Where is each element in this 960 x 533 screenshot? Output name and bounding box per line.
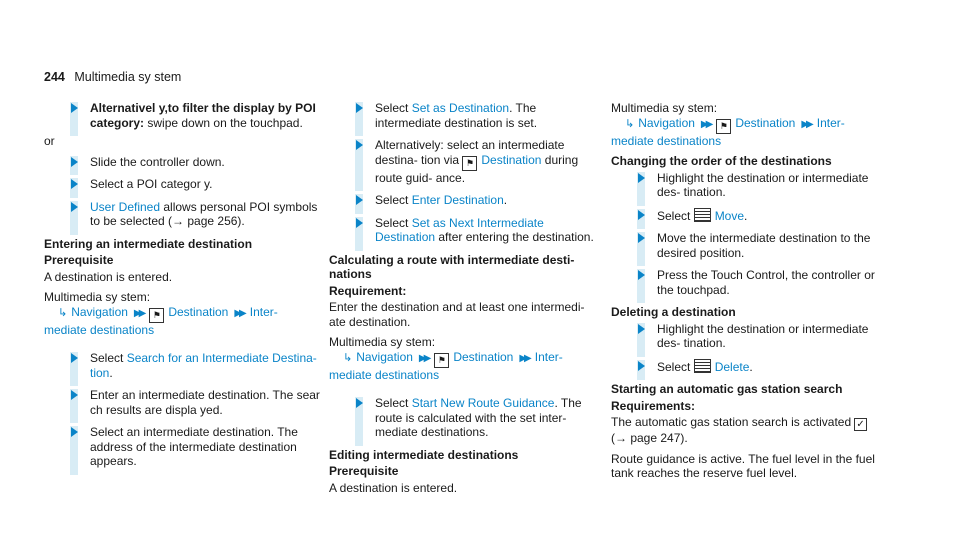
- double-chevron-icon: ▶▶: [133, 307, 144, 319]
- nav-path: ↳ Navigation ▶▶ ⚑ Destination ▶▶ Inter-: [611, 116, 883, 134]
- or-text: or: [44, 134, 55, 148]
- step-arrow-icon: [356, 398, 363, 408]
- step-highlight-delete: Highlight the destination or intermediate des- tination.: [611, 322, 883, 351]
- heading-prerequisite: Prerequisite: [329, 464, 399, 478]
- turn-arrow-icon: ↳: [625, 117, 635, 130]
- step-enter-intermediate: Enter an intermediate destination. The sear ch results are displa yed.: [44, 388, 324, 417]
- page-title: Multimedia sy stem: [74, 70, 182, 84]
- step-arrow-icon: [638, 210, 645, 220]
- page-header: [44, 70, 181, 84]
- step-set-as-destination: Select Set as Destination. The intermediate destination is set.: [329, 101, 599, 130]
- step-enter-destination: Select Enter Destination.: [329, 193, 599, 208]
- double-chevron-icon: ▶▶: [234, 307, 244, 319]
- double-chevron-icon: ▶▶: [801, 118, 811, 130]
- step-move: Move the intermediate destination to the desired position.: [611, 231, 883, 260]
- flag-icon: ⚑: [434, 353, 449, 368]
- step-select-move: Select Move.: [611, 208, 883, 224]
- heading-requirements: Requirements:: [611, 398, 696, 413]
- step-select-intermediate: Select an intermediate destination. The address of the intermediate destination appears.: [44, 425, 324, 469]
- double-chevron-icon: ▶▶: [519, 352, 529, 364]
- nav-path: ↳ Navigation ▶▶ ⚑ Destination ▶▶ Inter-: [329, 350, 599, 368]
- heading-enter-intermediate: Entering an intermediate destination: [44, 236, 253, 251]
- menu-icon: [694, 359, 711, 373]
- column-2: Select Set as Destination. The intermediate destination is set. Alternatively: select an intermediate destina- tion via ⚑ Destination during route guid- ance. Select Enter Destination. Select Set as Next Intermediate Destination after entering the destination. Calculating a route with intermediate desti- nations Requirement: Enter the destination and at least one intermedi- ate destination. Multimedia sy stem: ↳ Navigation ▶▶ ⚑ Destination ▶▶ Inter- mediate destinations Select Start New Route Guidance. The route is calculated with the set inter- mediate destinations. Editing intermediate destinations Prerequisite A destination is entered.: [329, 101, 599, 501]
- step-arrow-icon: [71, 390, 78, 400]
- step-arrow-icon: [356, 195, 363, 205]
- step-user-defined: User Defined allows personal POI symbols to be selected (→ page 256).: [44, 200, 324, 229]
- heading-prerequisite: Prerequisite: [44, 253, 114, 267]
- column-3: Multimedia sy stem: ↳ Navigation ▶▶ ⚑ Destination ▶▶ Inter- mediate destinations Changing the order of the destinations Highlight the destination or intermediate des- tination. Select Move. Move the intermediate destination to the desired position. Press the Touch Control, the controller or the touchpad. Deleting a destination Highlight the destination or intermediate des- tination. Select Delete. Starting an automatic gas station search Requirements: The automatic gas station search is activated ✓ (→ page 247). Route guidance is active. The fuel level in the fuel tank reaches the reserve fuel level.: [611, 101, 883, 487]
- step-arrow-icon: [71, 179, 78, 189]
- double-chevron-icon: ▶▶: [418, 352, 429, 364]
- step-press: Press the Touch Control, the controller or the touchpad.: [611, 268, 883, 297]
- step-slide: Slide the controller down.: [44, 155, 324, 170]
- heading-gas-search: Starting an automatic gas station search: [611, 382, 843, 396]
- step-arrow-icon: [356, 218, 363, 228]
- heading-calculating-route: Calculating a route with intermediate desti- nations: [329, 252, 575, 281]
- step-alternative: Alternatively: select an intermediate destina- tion via ⚑ Destination during route guid- ance.: [329, 138, 599, 185]
- step-select-category: Select a POI categor y.: [44, 177, 324, 192]
- step-arrow-icon: [638, 324, 645, 334]
- step-filter-poi: Alternativel y,to filter the display by POI category: swipe down on the touchpad.: [44, 101, 324, 130]
- step-search-intermediate: Select Search for an Intermediate Destina- tion.: [44, 351, 324, 380]
- step-arrow-icon: [638, 270, 645, 280]
- turn-arrow-icon: ↳: [343, 351, 353, 364]
- heading-change-order: Changing the order of the destinations: [611, 154, 832, 168]
- step-arrow-icon: [71, 427, 78, 437]
- page-number: 244: [44, 70, 65, 84]
- step-select-delete: Select Delete.: [611, 359, 883, 375]
- heading-requirement: Requirement:: [329, 283, 407, 298]
- flag-icon: ⚑: [716, 119, 731, 134]
- step-arrow-icon: [71, 202, 78, 212]
- step-highlight: Highlight the destination or intermediate des- tination.: [611, 171, 883, 200]
- step-arrow-icon: [356, 140, 363, 150]
- menu-icon: [694, 208, 711, 222]
- step-start-guidance: Select Start New Route Guidance. The route is calculated with the set inter- mediate destinations.: [329, 396, 599, 440]
- step-arrow-icon: [638, 173, 645, 183]
- double-chevron-icon: ▶▶: [700, 118, 711, 130]
- step-arrow-icon: [356, 103, 363, 113]
- checkbox-checked-icon: ✓: [854, 418, 867, 431]
- flag-icon: ⚑: [462, 156, 477, 171]
- step-arrow-icon: [71, 353, 78, 363]
- flag-icon: ⚑: [149, 308, 164, 323]
- step-arrow-icon: [638, 361, 645, 371]
- step-next-intermediate: Select Set as Next Intermediate Destination after entering the destination.: [329, 216, 599, 245]
- step-arrow-icon: [71, 157, 78, 167]
- turn-arrow-icon: ↳: [58, 306, 68, 319]
- nav-path: ↳ Navigation ▶▶ ⚑ Destination ▶▶ Inter-: [44, 305, 324, 323]
- heading-editing: Editing intermediate destinations: [329, 447, 519, 462]
- step-arrow-icon: [71, 103, 78, 113]
- step-arrow-icon: [638, 233, 645, 243]
- column-1: Alternativel y,to filter the display by POI category: swipe down on the touchpad. or Slide the controller down. Select a POI categor y. User Defined allows personal POI symbols to be selected (→ page 256). Entering an intermediate destination Prerequisite A destination is entered. Multimedia sy stem: ↳ Navigation ▶▶ ⚑ Destination ▶▶ Inter- mediate destinations Select Search for an Intermediate Destina- tion. Enter an intermediate destination. The sear ch results are displa yed. Select an intermediate destination. The address of the intermediate destination appears.: [44, 101, 324, 477]
- heading-delete: Deleting a destination: [611, 305, 736, 319]
- user-defined-link[interactable]: User Defined: [90, 199, 161, 214]
